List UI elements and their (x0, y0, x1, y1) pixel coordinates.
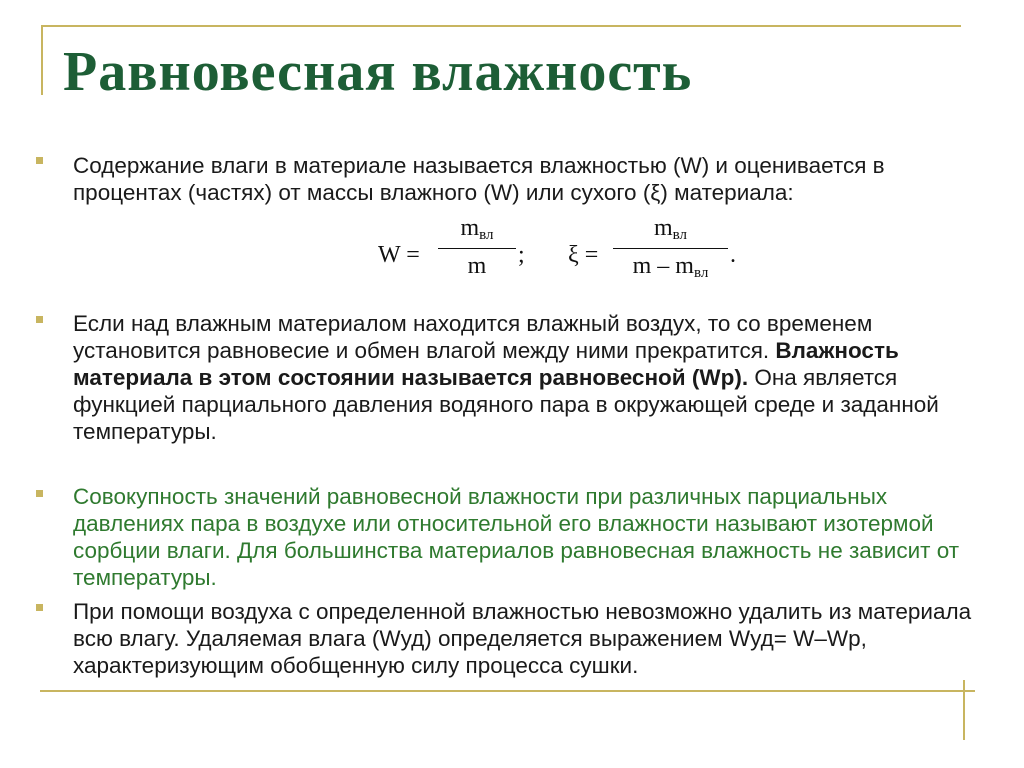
bullet-marker (36, 316, 43, 323)
formula-w-numerator: $m_{вл}$ (438, 215, 516, 249)
formula-xi-denominator: m – $m_{вл}$ (632, 253, 709, 281)
decor-line-top (41, 25, 961, 27)
decor-line-right (963, 680, 965, 740)
bullet-marker (36, 157, 43, 164)
formula-w (378, 215, 538, 305)
formula-w-denominator: m (467, 253, 487, 279)
formula-w-lhs: W = (378, 242, 420, 268)
paragraph-3: Совокупность значений равновесной влажности при различных парциальных давлениях пара в воздухе или относительной его влажности называют изотермой сорбции влаги. Для большинства материалов равновесная влажность не зависит от температуры. (73, 484, 960, 590)
formula-w-trail: ; (518, 242, 525, 268)
bullet-marker (36, 604, 43, 611)
formula-xi (568, 215, 758, 305)
paragraph-2: Если над влажным материалом находится влажный воздух, то со временем установится равновесие и обмен влагой между ними прекратится. Влажность материала в этом состоянии называется равновесной (Wp). Она является функцией парциального давления водяного пара в окружающей среде и заданной температуры. (73, 311, 939, 444)
paragraph-4: При помощи воздуха с определенной влажностью невозможно удалить из материала всю влагу. Удаляемая влага (Wуд) определяется выражением Wуд= W–Wp, характеризующим обобщенную силу процесса сушки. (73, 599, 972, 678)
paragraph-2-bold: Влажность материала в этом состоянии называется равновесной (Wp). (73, 338, 899, 390)
slide-title: Равновесная влажность (63, 41, 693, 103)
formula-xi-numerator: $m_{вл}$ (613, 215, 728, 249)
formula-xi-trail: . (730, 242, 736, 268)
formula-xi-fraction (613, 215, 728, 282)
decor-line-left (41, 25, 43, 95)
formula-w-fraction (438, 215, 516, 280)
bullet-marker (36, 490, 43, 497)
paragraph-1: Содержание влаги в материале называется влажностью (W) и оценивается в процентах (частях) от массы влажного (W) или сухого (ξ) материала: (73, 153, 885, 205)
decor-line-bottom (40, 690, 975, 692)
formula-xi-lhs: ξ = (568, 242, 599, 268)
